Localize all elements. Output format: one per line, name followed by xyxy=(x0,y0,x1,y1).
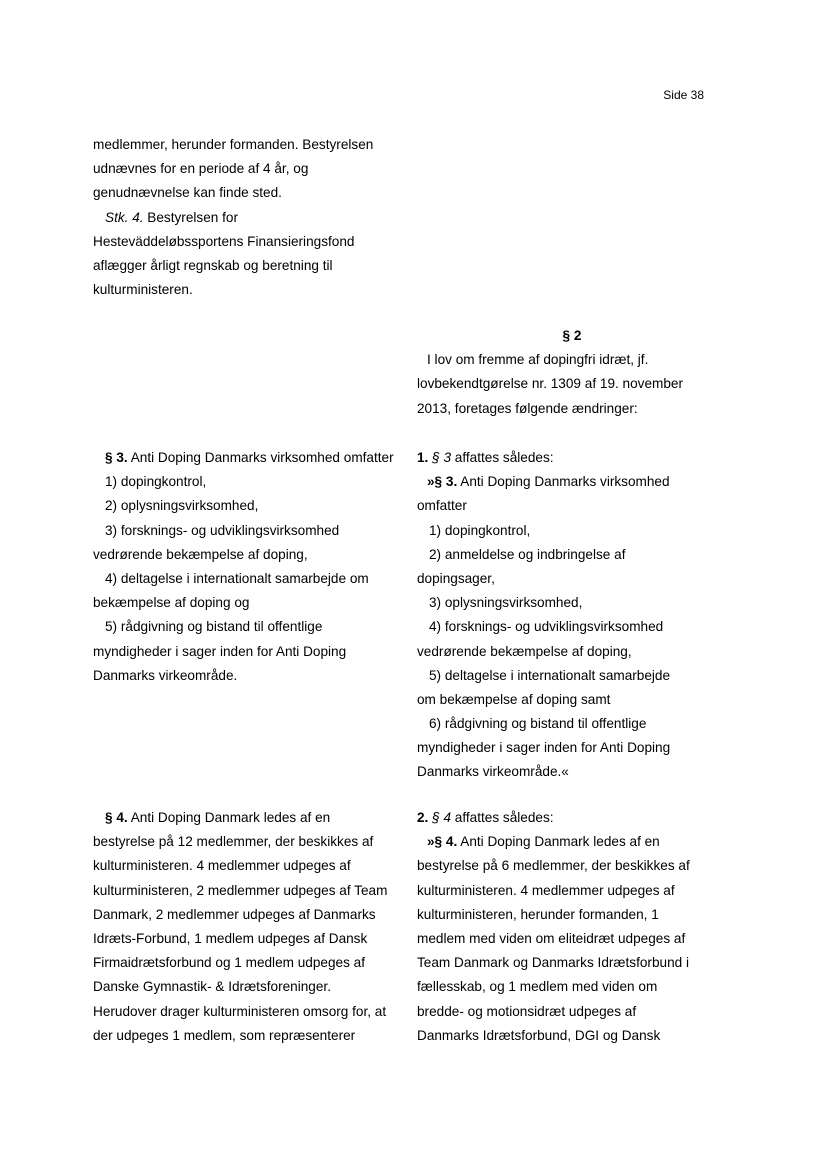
section-first-line: § 3. Anti Doping Danmarks virksomhed omfatter xyxy=(105,450,394,465)
list-item: 6) rådgivning og bistand til offentlige xyxy=(429,716,647,732)
section-first-line: »§ 4. Anti Doping Danmark ledes af en xyxy=(427,834,660,850)
text-line: bestyrelse på 6 medlemmer, der beskikkes af xyxy=(417,858,690,874)
text-line: der udpeges 1 medlem, som repræsenterer xyxy=(93,1027,356,1043)
continuation-block xyxy=(93,133,413,302)
section-heading: § 2 xyxy=(562,328,582,343)
list-item: 5) deltagelse i internationalt samarbejde xyxy=(429,667,671,683)
section-first-line: »§ 3. Anti Doping Danmarks virksomhed xyxy=(427,474,670,490)
section-2-block xyxy=(417,324,717,421)
text-line: Firmaidrætsforbund og 1 medlem udpeges af xyxy=(93,955,366,971)
text-line: medlemmer, herunder formanden. Bestyrelsen xyxy=(93,137,374,152)
amendment-1 xyxy=(417,446,717,785)
text-line: Danmarks virkeområde. xyxy=(93,667,238,683)
list-item: 1) dopingkontrol, xyxy=(429,522,531,538)
text-line: Danmark, 2 medlemmer udpeges af Danmarks xyxy=(93,906,376,922)
text-line: Danmarks Idrætsforbund, DGI og Dansk xyxy=(417,1027,661,1043)
text-line: medlem med viden om eliteidræt udpeges af xyxy=(417,930,686,946)
current-section-4 xyxy=(93,806,413,1048)
list-item: 2) oplysningsvirksomhed, xyxy=(105,498,259,514)
text-line: kulturministeren. 4 medlemmer udpeges af xyxy=(417,882,675,898)
text-line: I lov om fremme af dopingfri idræt, jf. xyxy=(427,352,649,368)
current-section-3 xyxy=(93,446,413,688)
list-item: 5) rådgivning og bistand til offentlige xyxy=(105,619,323,635)
list-item: 3) forsknings- og udviklingsvirksomhed xyxy=(105,522,340,538)
text-line: dopingsager, xyxy=(417,570,495,586)
text-line: myndigheder i sager inden for Anti Doping xyxy=(93,643,347,659)
section-first-line: § 4. Anti Doping Danmark ledes af en xyxy=(105,810,331,825)
text-line: kulturministeren. 4 medlemmer udpeges af xyxy=(93,858,351,874)
text-line: Danske Gymnastik- & Idrætsforeninger. xyxy=(93,979,331,995)
text-line: kulturministeren, herunder formanden, 1 xyxy=(417,906,659,922)
list-item: 4) forsknings- og udviklingsvirksomhed xyxy=(429,619,664,635)
text-line: Team Danmark og Danmarks Idrætsforbund i xyxy=(417,955,689,971)
text-line xyxy=(93,206,413,230)
stk-text: Bestyrelsen for xyxy=(143,209,238,225)
amendment-2 xyxy=(417,806,717,1048)
amendment-heading: 1. § 3 affattes således: xyxy=(417,450,554,465)
list-item: 1) dopingkontrol, xyxy=(105,474,207,490)
text-line: Herudover drager kulturministeren omsorg for, at xyxy=(93,1003,387,1019)
text-line: genudnævnelse kan finde sted. xyxy=(93,185,282,201)
page-number: Side 38 xyxy=(663,88,704,102)
text-line: fællesskab, og 1 medlem med viden om xyxy=(417,979,658,995)
list-item: 3) oplysningsvirksomhed, xyxy=(429,595,583,611)
text-line: udnævnes for en periode af 4 år, og xyxy=(93,161,309,177)
list-item: 4) deltagelse i internationalt samarbejde om xyxy=(105,570,369,586)
text-line: lovbekendtgørelse nr. 1309 af 19. november xyxy=(417,376,684,392)
text-line: bestyrelse på 12 medlemmer, der beskikkes af xyxy=(93,834,374,850)
text-line: Idræts-Forbund, 1 medlem udpeges af Dansk xyxy=(93,930,368,946)
text-line: vedrørende bekæmpelse af doping, xyxy=(417,643,632,659)
stk-label: Stk. 4. xyxy=(105,209,144,225)
text-line: kulturministeren. xyxy=(93,282,193,298)
list-item: 2) anmeldelse og indbringelse af xyxy=(429,546,626,562)
text-line: om bekæmpelse af doping samt xyxy=(417,691,611,707)
text-line: myndigheder i sager inden for Anti Doping xyxy=(417,740,671,756)
text-line: vedrørende bekæmpelse af doping, xyxy=(93,546,308,562)
text-line: aflægger årligt regnskab og beretning til xyxy=(93,257,333,273)
amendment-heading: 2. § 4 affattes således: xyxy=(417,810,554,825)
text-line: bredde- og motionsidræt udpeges af xyxy=(417,1003,637,1019)
text-line: kulturministeren, 2 medlemmer udpeges af Team xyxy=(93,882,388,898)
text-line: 2013, foretages følgende ændringer: xyxy=(417,400,638,416)
text-line: Hesteväddeløbssportens Finansieringsfond xyxy=(93,233,355,249)
text-line: bekæmpelse af doping og xyxy=(93,595,250,611)
text-line: Danmarks virkeområde.« xyxy=(417,764,569,780)
text-line: omfatter xyxy=(417,498,467,514)
